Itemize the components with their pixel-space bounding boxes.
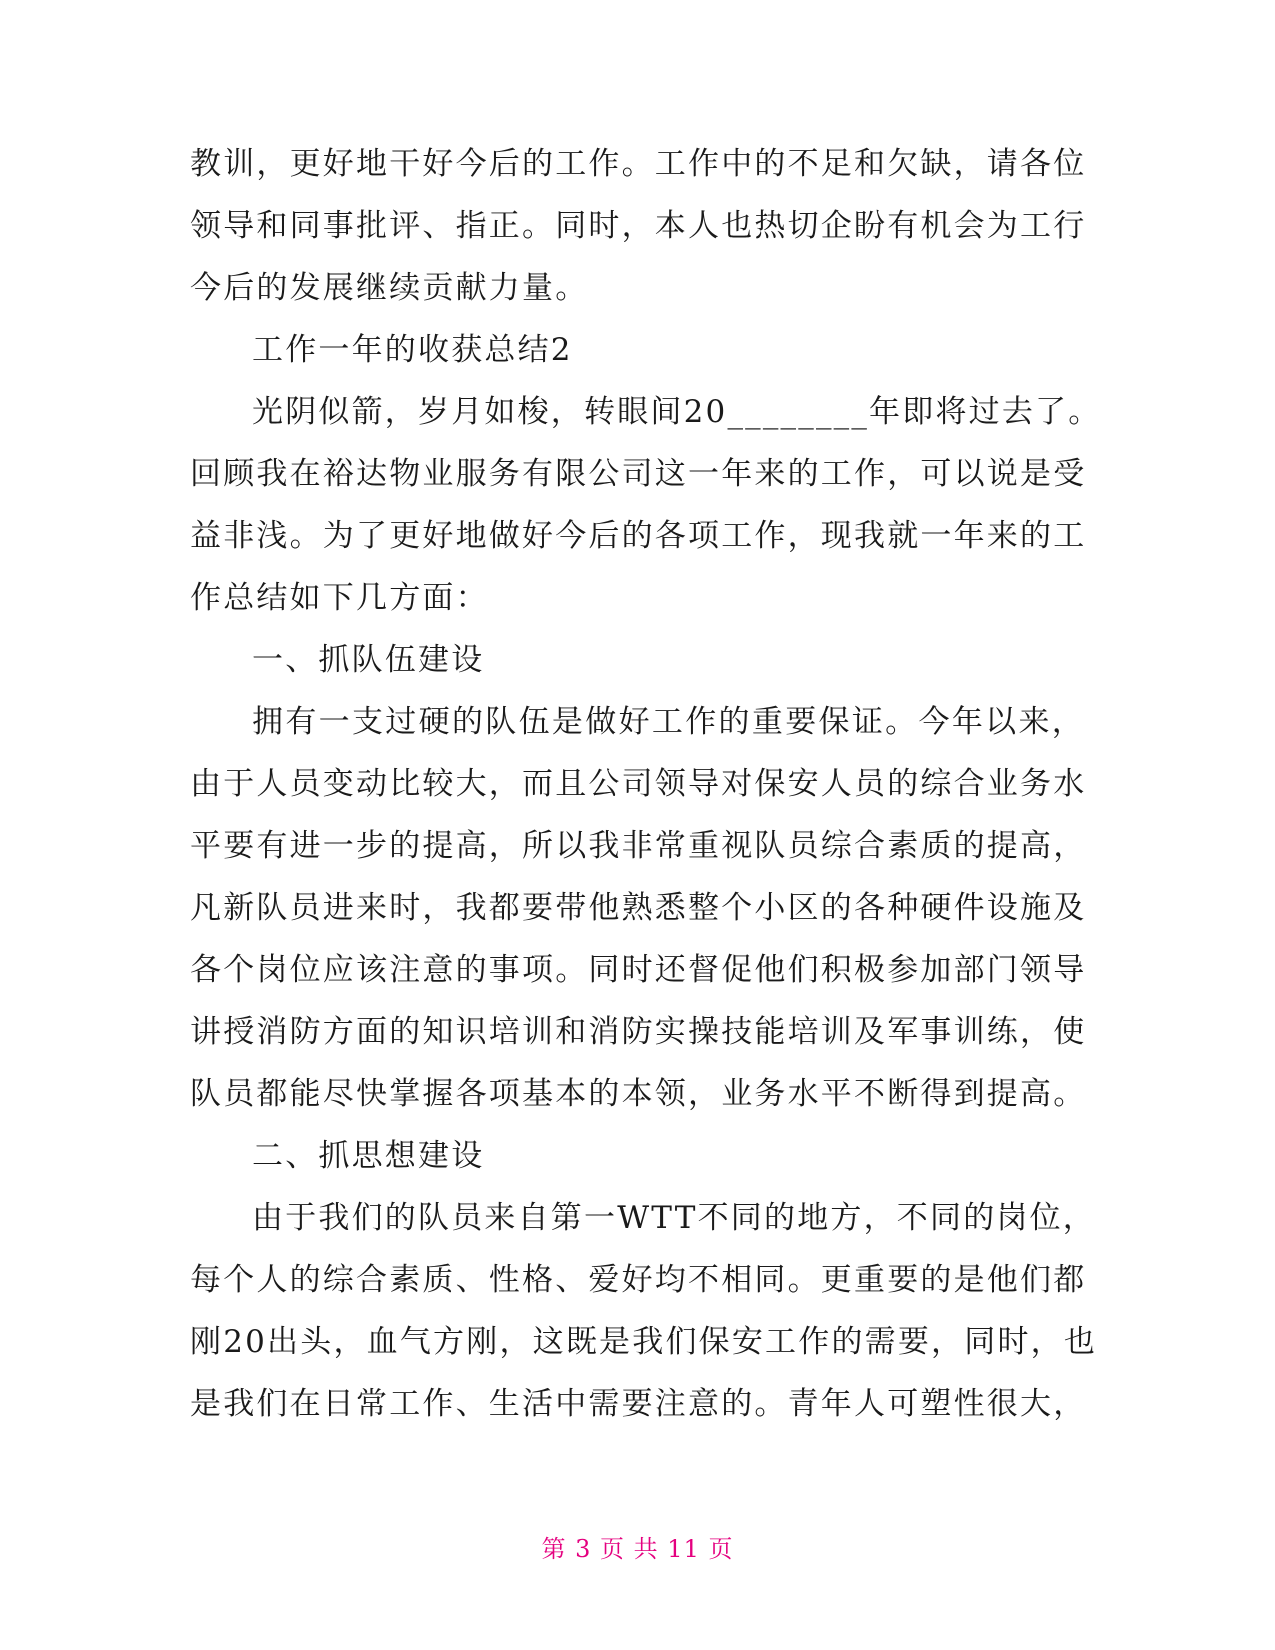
section-heading: 一、抓队伍建设 (252, 642, 485, 678)
text-line: 领导和同事批评、指正。同时，本人也热切企盼有机会为工行 (190, 208, 1087, 244)
text-line: 由于我们的队员来自第一WTT不同的地方，不同的岗位， (252, 1200, 1096, 1236)
section-title: 工作一年的收获总结2 (252, 332, 573, 368)
text-line: 平要有进一步的提高，所以我非常重视队员综合素质的提高， (190, 828, 1087, 864)
text-line: 拥有一支过硬的队伍是做好工作的重要保证。今年以来， (252, 704, 1085, 740)
page-number-footer: 第 3 页 共 11 页 (541, 1535, 734, 1563)
text-line: 讲授消防方面的知识培训和消防实操技能培训及军事训练，使 (190, 1014, 1087, 1050)
text-line: 作总结如下几方面： (190, 580, 489, 616)
text-line: 光阴似箭，岁月如梭，转眼间20________年即将过去了。 (252, 394, 1102, 430)
text-line: 益非浅。为了更好地做好今后的各项工作，现我就一年来的工 (190, 518, 1087, 554)
text-line: 各个岗位应该注意的事项。同时还督促他们积极参加部门领导 (190, 952, 1087, 988)
text-line: 是我们在日常工作、生活中需要注意的。青年人可塑性很大， (190, 1386, 1087, 1422)
text-line: 教训，更好地干好今后的工作。工作中的不足和欠缺，请各位 (190, 146, 1087, 182)
text-line: 由于人员变动比较大，而且公司领导对保安人员的综合业务水 (190, 766, 1087, 802)
text-line: 每个人的综合素质、性格、爱好均不相同。更重要的是他们都 (190, 1262, 1087, 1298)
text-line: 刚20出头，血气方刚，这既是我们保安工作的需要，同时，也 (190, 1324, 1098, 1360)
text-line: 凡新队员进来时，我都要带他熟悉整个小区的各种硬件设施及 (190, 890, 1087, 926)
text-line: 今后的发展继续贡献力量。 (190, 270, 589, 306)
section-heading: 二、抓思想建设 (252, 1138, 485, 1174)
text-line: 队员都能尽快掌握各项基本的本领，业务水平不断得到提高。 (190, 1076, 1087, 1112)
text-line: 回顾我在裕达物业服务有限公司这一年来的工作，可以说是受 (190, 456, 1087, 492)
